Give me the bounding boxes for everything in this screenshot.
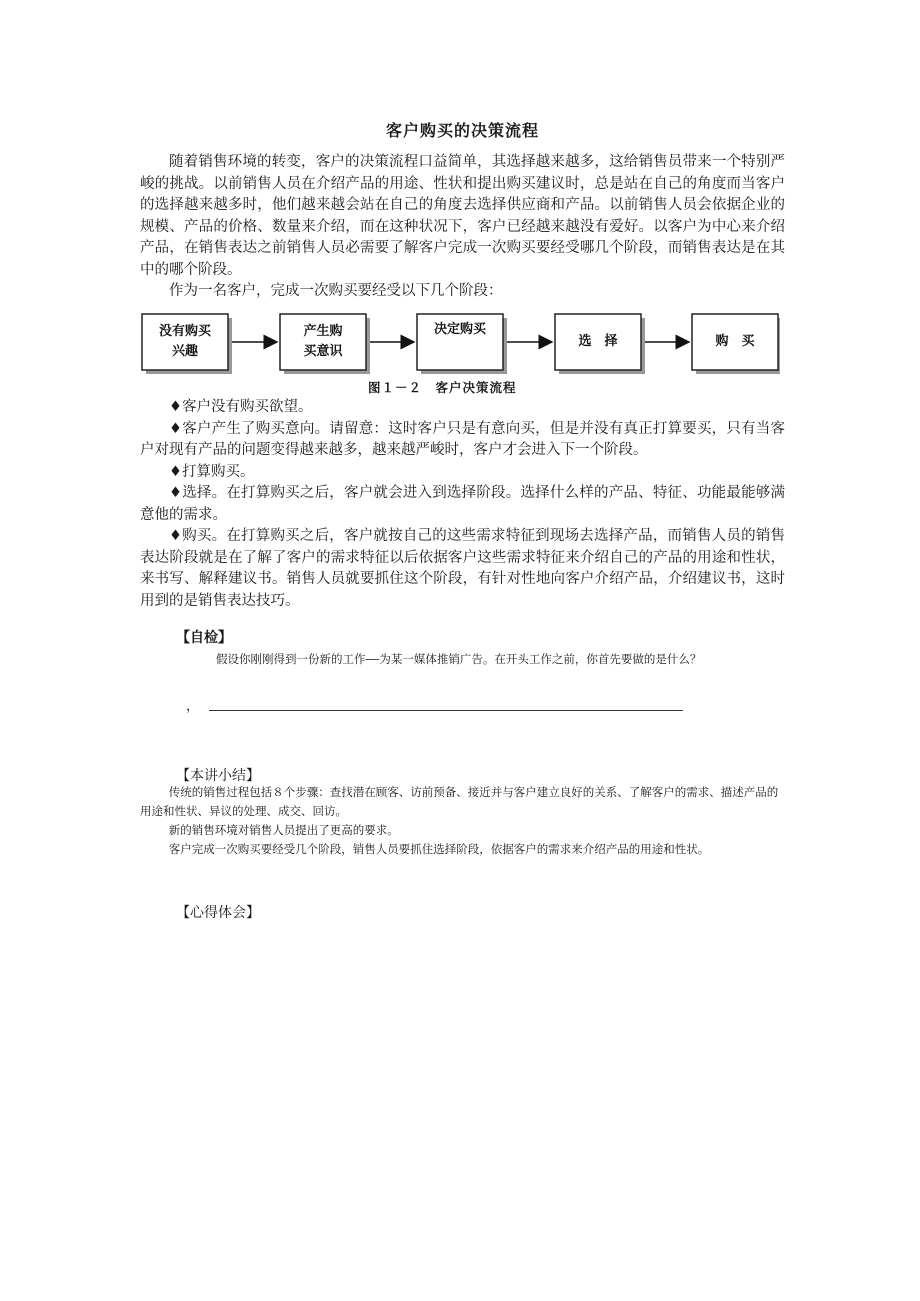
document-title: 客户购买的决策流程 bbox=[385, 121, 539, 140]
self-check-question: 假设你刚刚得到一份新的工作——为某一媒体推销广告。在开头工作之前，你首先要做的是什么？ bbox=[216, 652, 702, 666]
flow-step-line: 买意识 bbox=[303, 344, 343, 359]
summary-line: 新的销售环境对销售人员提出了更高的要求。 bbox=[168, 823, 399, 837]
flow-step-line: 购 买 bbox=[715, 334, 755, 349]
bullet-item: ♦客户没有购买欲望。 bbox=[169, 399, 313, 415]
intro-section bbox=[140, 152, 785, 303]
answer-underline[interactable] bbox=[209, 710, 683, 711]
stage-bullet-list bbox=[140, 397, 785, 612]
flow-step-label bbox=[142, 322, 228, 362]
intro-paragraph: 作为一名客户，完成一次购买要经受以下几个阶段： bbox=[169, 283, 503, 299]
summary-line: 传统的销售过程包括８个步骤：查找潜在顾客、访前预备、接近并与客户建立良好的关系、了解客户的需求、描述产品的用途和性状、异议的处理、成交、回访。 bbox=[140, 785, 779, 818]
flow-step-line: 没有购买 bbox=[158, 324, 211, 339]
flow-step-line: 决定购买 bbox=[433, 322, 486, 337]
flow-step-label bbox=[280, 322, 366, 362]
flow-step-label bbox=[555, 332, 641, 352]
flow-step-label bbox=[692, 332, 778, 352]
summary-line: 客户完成一次购买要经受几个阶段，销售人员要抓住选择阶段，依据客户的需求来介绍产品的用途和性状。 bbox=[168, 842, 710, 856]
summary-section bbox=[140, 783, 785, 859]
bullet-item: ♦购买。在打算购买之后，客户就按自己的这些需求特征到现场去选择产品，而销售人员的销售表达阶段就是在了解了客户的需求特征以后依据客户这些需求特征来介绍自己的产品的用途和性状，来书写、解释建议书。销售人员就要抓住这个阶段，有针对性地向客户介绍产品，介绍建议书，这时用到的是销售表达技巧。 bbox=[140, 528, 785, 609]
figure-caption: 图１－２ 客户决策流程 bbox=[368, 380, 517, 395]
decision-flow-diagram bbox=[140, 310, 780, 396]
bullet-item: ♦客户产生了购买意向。请留意：这时客户只是有意向买，但是并没有真正打算要买，只有当客户对现有产品的问题变得越来越多，越来越严峻时，客户才会进入下一个阶段。 bbox=[140, 420, 785, 458]
flow-step-line: 兴趣 bbox=[171, 344, 198, 359]
flow-step-line: 选 择 bbox=[578, 334, 618, 349]
bullet-item: ♦打算购买。 bbox=[169, 463, 255, 480]
flow-step-line: 产生购 bbox=[303, 324, 343, 339]
intro-paragraph: 随着销售环境的转变，客户的决策流程口益简单，其选择越来越多，这给销售员带来一个特别严峻的挑战。以前销售人员在介绍产品的用途、性状和提出购买建议时，总是站在自己的角度而当客户的选择越来越多时，他们越来越会站在自己的角度去选择供应商和产品。以前销售人员会依据企业的规模、产品的价格、数量来介绍，而在这种状况下，客户已经越来越没有爱好。以客户为中心来介绍产品，在销售表达之前销售人员必需要了解客户完成一次购买要经受哪几个阶段，而销售表达是在其中的哪个阶段。 bbox=[140, 154, 785, 278]
bullet-item: ♦选择。在打算购买之后，客户就会进入到选择阶段。选择什么样的产品、特征、功能最能够满意他的需求。 bbox=[140, 485, 785, 523]
summary-heading: 【本讲小结】 bbox=[176, 768, 260, 784]
answer-prefix: ， bbox=[186, 699, 200, 714]
flow-step-label bbox=[417, 320, 503, 340]
answer-blank[interactable] bbox=[186, 695, 683, 714]
reflection-heading: 【心得体会】 bbox=[176, 905, 260, 921]
self-check-heading: 【自检】 bbox=[176, 630, 232, 646]
